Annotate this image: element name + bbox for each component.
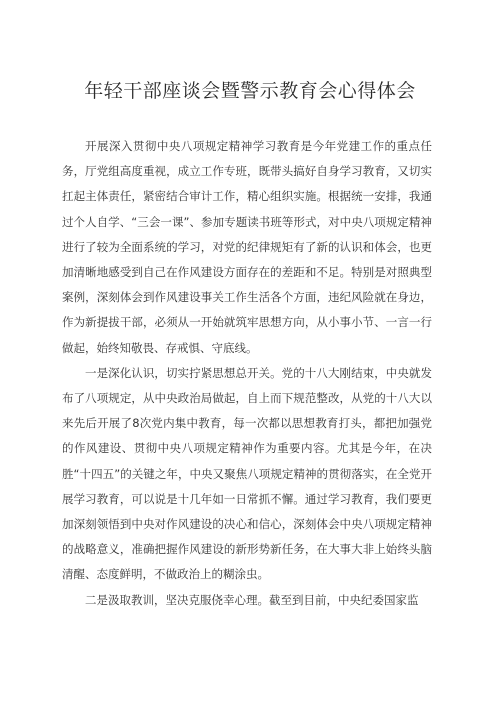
document-body	[62, 134, 432, 613]
paragraph-point-one: 一是深化认识，切实拧紧思想总开关。党的十八大刚结束，中央就发布了八项规定，从中央政治局做起，自上而下规范整改，从党的十八大以来先后开展了8次党内集中教育，每一次都以思想教育打头，都把加强党的作风建设、贯彻中央八项规定精神作为重要内容。尤其是今年，在决胜“十四五”的关键之年，中央又聚焦八项规定精神的贯彻落实，在全党开展学习教育，可以说是十几年如一日常抓不懈。通过学习教育，我们要更加深刻领悟到中央对作风建设的决心和信心，深刻体会中央八项规定精神的战略意义，准确把握作风建设的新形势新任务，在大事大非上始终头脑清醒、态度鲜明，不做政治上的糊涂虫。	[62, 365, 432, 582]
paragraph-point-two: 二是汲取教训，坚决克服侥幸心理。截至到目前，中央纪委国家监	[85, 592, 419, 607]
document-title: 年轻干部座谈会暨警示教育会心得体会	[84, 80, 416, 102]
paragraph-intro: 开展深入贯彻中央八项规定精神学习教育是今年党建工作的重点任务，厅党组高度重视，成立工作专班，既带头搞好自身学习教育，又切实扛起主体责任，紧密结合审计工作，精心组织实施。根据统一安排，我通过个人自学、“三会一课”、参加专题读书班等形式，对中央八项规定精神进行了较为全面系统的学习，对党的纪律规矩有了新的认识和体会，也更加清晰地感受到自己在作风建设方面存在的差距和不足。特别是对照典型案例，深刻体会到作风建设事关工作生活各个方面，违纪风险就在身边，作为新提拔干部，必须从一开始就筑牢思想方向，从小事小节、一言一行做起，始终知敬畏、存戒惧、守底线。	[62, 139, 432, 355]
